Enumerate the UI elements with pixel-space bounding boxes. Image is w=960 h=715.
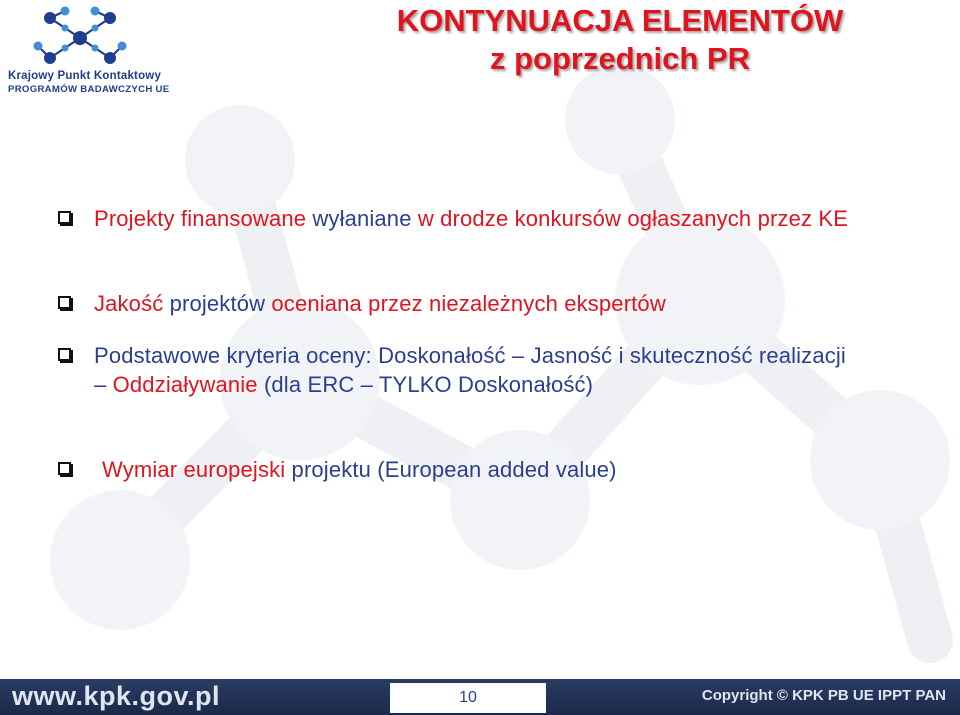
logo-text-line2: PROGRAMÓW BADAWCZYCH UE	[8, 84, 170, 95]
bullet-2-text-c: oceniana przez niezależnych ekspertów	[265, 291, 666, 316]
page-number: 10	[390, 683, 546, 713]
logo-text-line1: Krajowy Punkt Kontaktowy	[8, 70, 162, 82]
slide-title	[330, 2, 910, 78]
bullet-item-4	[58, 455, 918, 484]
bullet-1-text-b: wyłaniane	[312, 206, 412, 231]
bullet-item-1	[58, 204, 918, 233]
bullet-2-text-b: projektów	[169, 291, 266, 316]
bullet-3-text-c: (dla ERC – TYLKO Doskonałość)	[257, 372, 594, 397]
checkbox-icon	[58, 211, 71, 224]
footer-copyright: Copyright © KPK PB UE IPPT PAN	[701, 687, 946, 704]
network-molecule-icon	[30, 6, 130, 70]
footer-website-link[interactable]: www.kpk.gov.pl	[12, 681, 221, 711]
bullet-3-text-b: Oddziaływanie	[112, 372, 258, 397]
bullet-item-2	[58, 289, 918, 318]
bullet-1-text-c: w drodze konkursów ogłaszanych przez KE	[411, 206, 849, 231]
slide-title-line1: KONTYNUACJA ELEMENTÓW	[396, 3, 844, 38]
kpk-logo	[8, 6, 170, 98]
slide-title-line2: z poprzednich PR	[489, 41, 751, 76]
checkbox-icon	[58, 296, 71, 309]
bullet-item-3	[58, 341, 848, 399]
checkbox-icon	[58, 462, 71, 475]
bullet-1-text-a: Projekty finansowane	[94, 206, 313, 231]
bullet-4-text-b: projektu (European added value)	[285, 457, 617, 482]
bullet-2-text-a: Jakość	[94, 291, 170, 316]
checkbox-icon	[58, 348, 71, 361]
bullet-3-text-a: Podstawowe kryteria oceny: Doskonałość – Jasność i skuteczność realizacji –	[94, 343, 846, 397]
bullet-4-text-a: Wymiar europejski	[102, 457, 286, 482]
